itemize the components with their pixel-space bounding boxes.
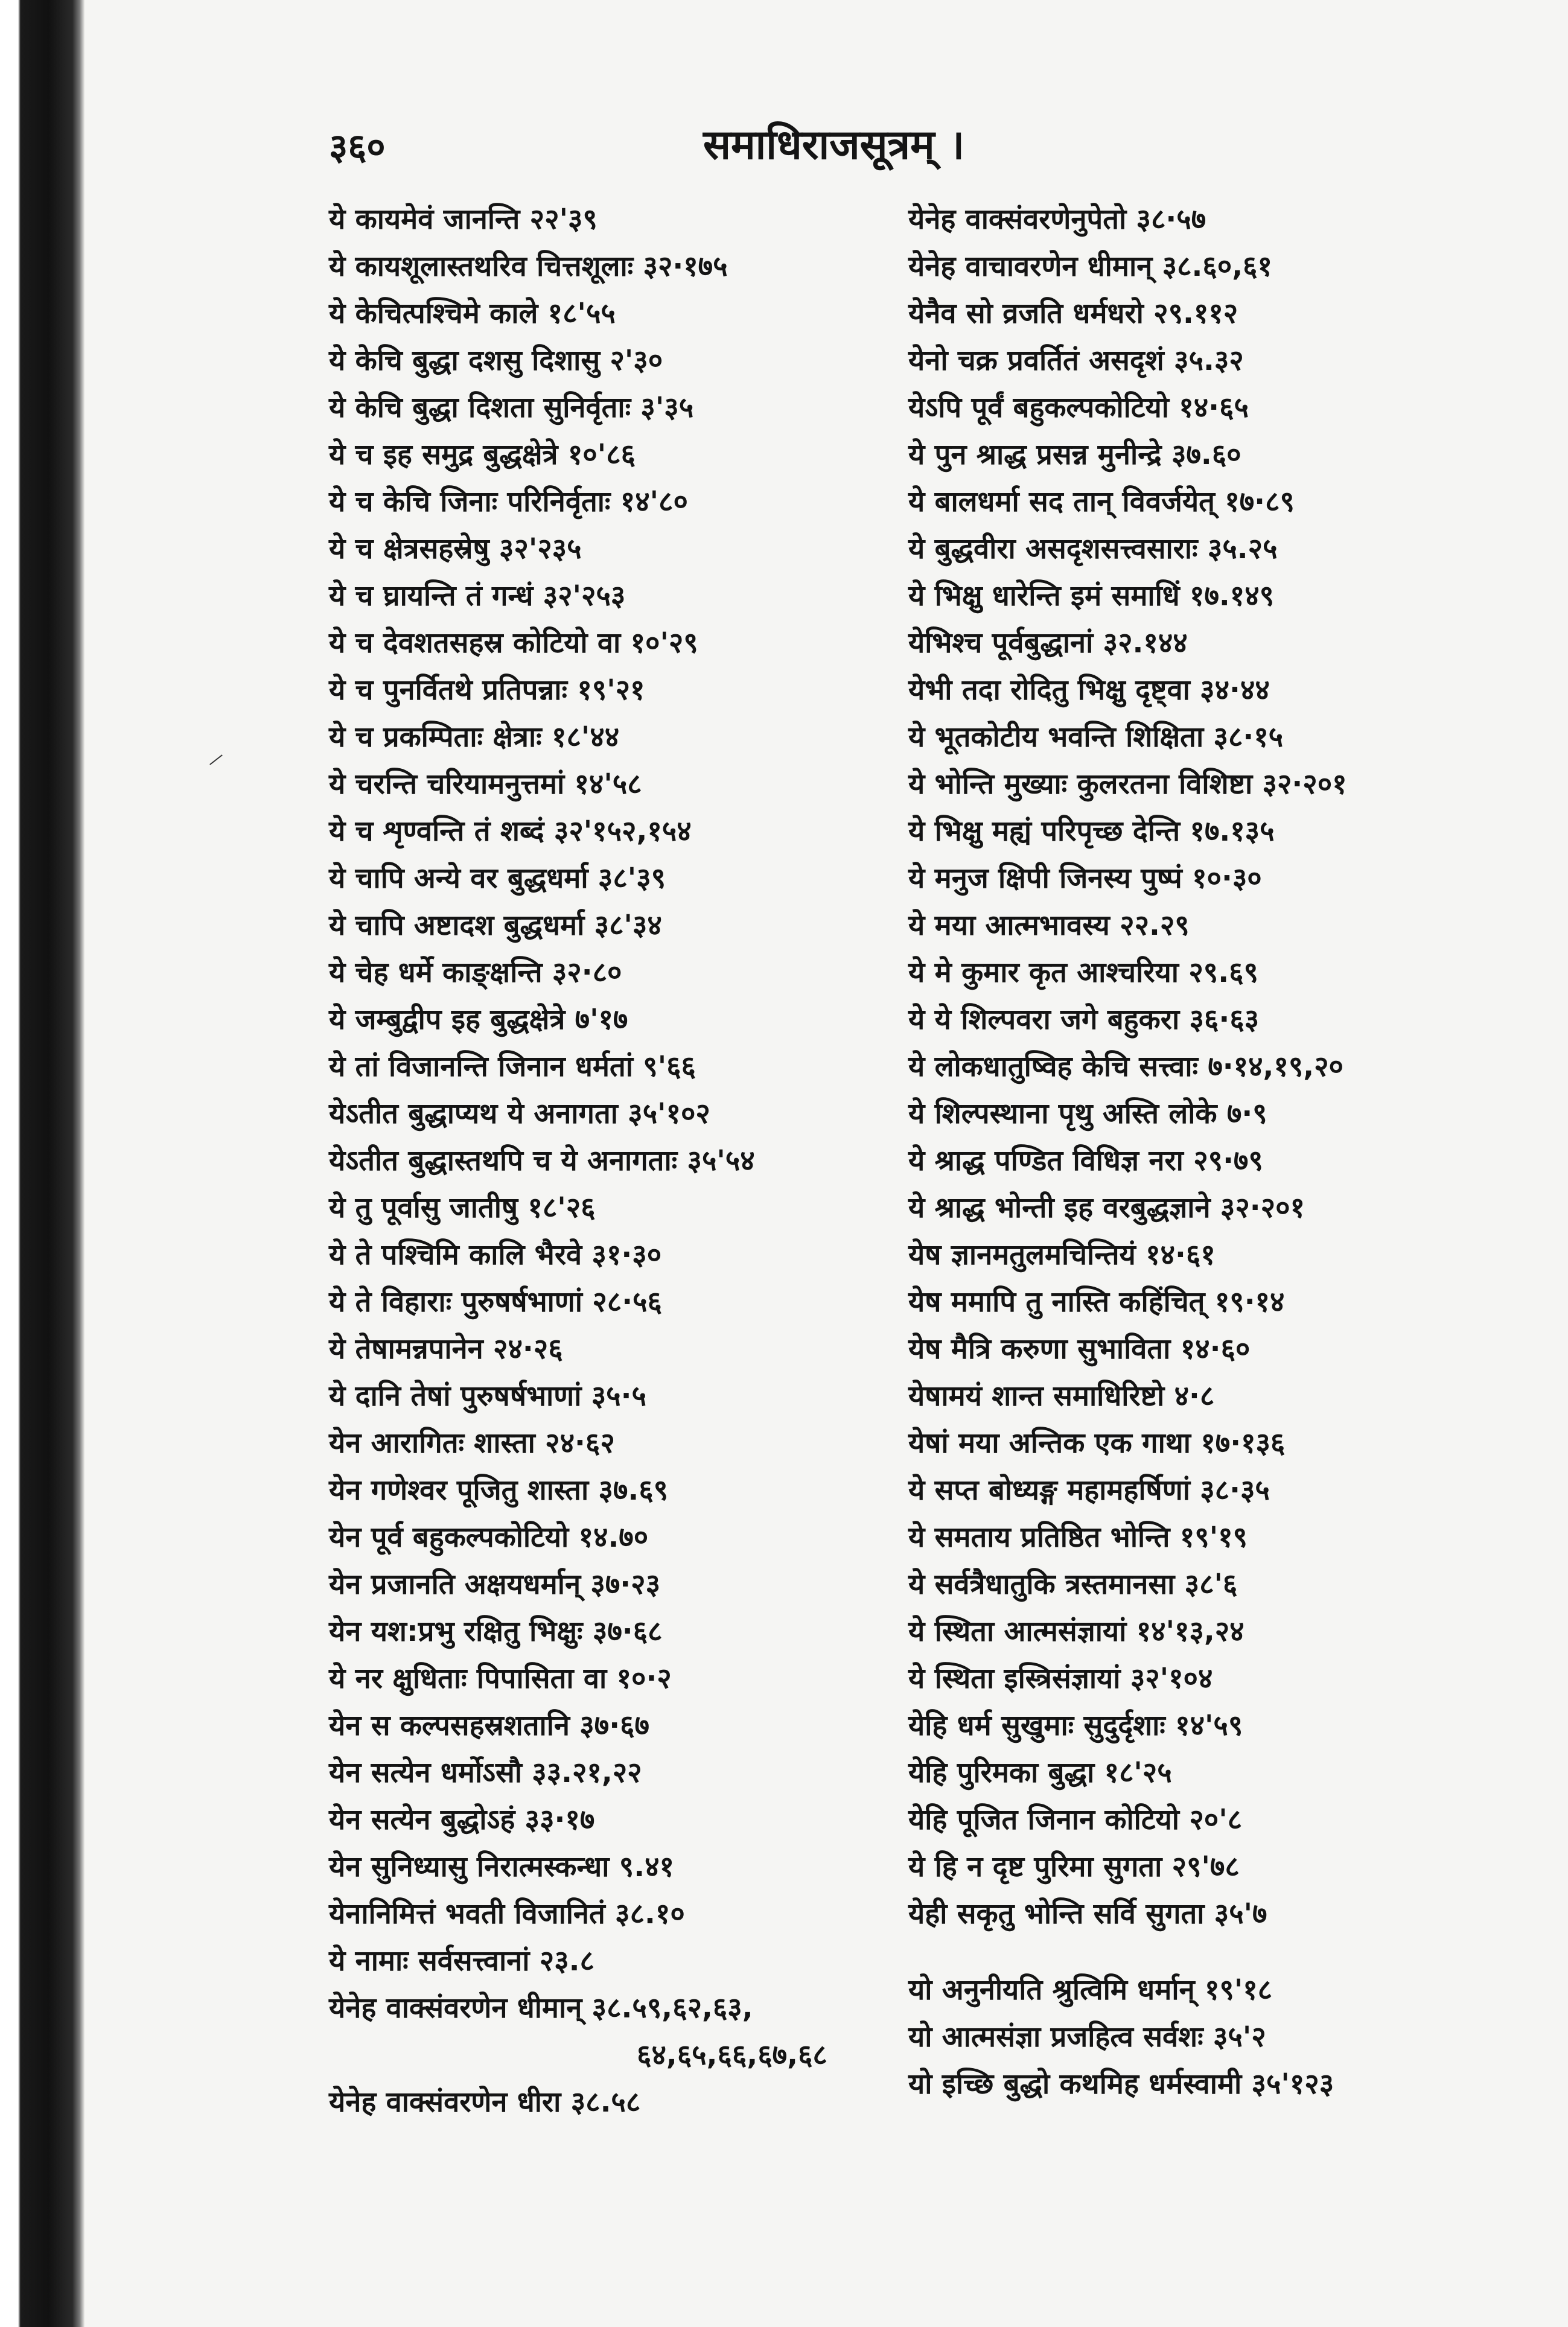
index-entry: येन स कल्पसहस्रशतानि ३७·६७ [329, 1709, 649, 1742]
index-entry: ये च शृण्वन्ति तं शब्दं ३२'१५२,१५४ [329, 815, 692, 848]
index-entry: ये दानि तेषां पुरुषर्षभाणां ३५·५ [329, 1380, 646, 1413]
index-entry: ये भिक्षु धारेन्ति इमं समाधिं १७.१४९ [908, 579, 1275, 613]
index-entry: येभिश्च पूर्वबुद्धानां ३२.१४४ [908, 626, 1188, 660]
index-entry: ये भिक्षु मह्यं परिपृच्छ देन्ति १७.१३५ [908, 815, 1275, 848]
index-entry: येनेह वाक्संवरणेनुपेतो ३८·५७ [908, 203, 1206, 236]
index-entry: यो इच्छि बुद्धो कथमिह धर्मस्वामी ३५'१२३ [908, 2068, 1334, 2101]
index-entry: ये च प्रकम्पिताः क्षेत्राः १८'४४ [329, 721, 620, 754]
index-entry: यो आत्मसंज्ञा प्रजहित्व सर्वशः ३५'२ [908, 2020, 1266, 2054]
index-entry: ये सप्त बोध्यङ्ग महामहर्षिणां ३८·३५ [908, 1474, 1270, 1507]
index-entry: येहि पूजित जिनान कोटियो २०'८ [908, 1803, 1243, 1836]
index-entry: ये मे कुमार कृत आश्चरिया २९.६९ [908, 956, 1258, 989]
index-entry: ये लोकधातुष्विह केचि सत्त्वाः ७·१४,१९,२० [908, 1050, 1343, 1083]
index-entry: येन यश:प्रभु रक्षितु भिक्षुः ३७·६८ [329, 1615, 663, 1648]
index-entry: येष मैत्रि करुणा सुभाविता १४·६० [908, 1332, 1251, 1366]
index-entry: येनेह वाचावरणेन धीमान् ३८.६०,६१ [908, 250, 1272, 283]
index-entry: येनेह वाक्संवरणेन धीमान् ३८.५९,६२,६३, [329, 1991, 753, 2025]
index-entry: येहि पुरिमका बुद्धा १८'२५ [908, 1756, 1172, 1789]
index-entry: ये च देवशतसहस्र कोटियो वा १०'२९ [329, 626, 698, 660]
index-entry: ये मया आत्मभावस्य २२.२९ [908, 909, 1190, 942]
index-entry: ये पुन श्राद्ध प्रसन्न मुनीन्द्रे ३७.६० [908, 438, 1241, 471]
index-entry: ये च क्षेत्रसहस्रेषु ३२'२३५ [329, 532, 582, 565]
index-entry: ये स्थिता इस्त्रिसंज्ञायां ३२'१०४ [908, 1662, 1213, 1695]
index-entry: ये च इह समुद्र बुद्धक्षेत्रे १०'८६ [329, 438, 636, 471]
index-entry: येनेह वाक्संवरणेन धीरा ३८.५८ [329, 2086, 641, 2119]
index-entry: ये तेषामन्नपानेन २४·२६ [329, 1332, 563, 1366]
index-entry: ये चेह धर्मे काङ्क्षन्ति ३२·८० [329, 956, 622, 989]
index-entry: येषामयं शान्त समाधिरिष्टो ४·८ [908, 1380, 1215, 1413]
index-entry: ये तु पूर्वासु जातीषु १८'२६ [329, 1191, 596, 1224]
index-entry: ये केचि बुद्धा दिशता सुनिर्वृताः ३'३५ [329, 391, 694, 424]
index-entry: ये कायमेवं जानन्ति २२'३९ [329, 203, 598, 236]
index-column-left [329, 196, 920, 2126]
index-entry: ये नर क्षुधिताः पिपासिता वा १०·२ [329, 1662, 672, 1695]
index-entry: ये श्राद्ध पण्डित विधिज्ञ नरा २९·७९ [908, 1144, 1263, 1177]
index-entry: येन सुनिध्यासु निरात्मस्कन्धा ९.४१ [329, 1850, 674, 1883]
index-entry: येन प्रजानति अक्षयधर्मान् ३७·२३ [329, 1568, 661, 1601]
index-entry: ये जम्बुद्वीप इह बुद्धक्षेत्रे ७'१७ [329, 1003, 628, 1036]
index-entry: येहि धर्म सुखुमाः सुदुर्दृशाः १४'५९ [908, 1709, 1243, 1742]
index-entry: येषां मया अन्तिक एक गाथा १७·१३६ [908, 1427, 1286, 1460]
index-entry: ये श्राद्ध भोन्ती इह वरबुद्धज्ञाने ३२·२०१ [908, 1191, 1305, 1224]
index-entry: ये बालधर्मा सद तान् विवर्जयेत् १७·८९ [908, 485, 1295, 518]
index-entry: ये च पुनर्वितथे प्रतिपन्नाः १९'२१ [329, 673, 645, 707]
index-entry: ये नामाः सर्वसत्त्वानां २३.८ [329, 1944, 594, 1978]
index-entry: ये सर्वत्रैधातुकि त्रस्तमानसा ३८'६ [908, 1568, 1238, 1601]
index-entry: ये भूतकोटीय भवन्ति शिक्षिता ३८·१५ [908, 721, 1284, 754]
index-entry: येष ममापि तु नास्ति कहिंचित् १९·१४ [908, 1285, 1285, 1319]
index-entry: ये ते विहाराः पुरुषर्षभाणां २८·५६ [329, 1285, 662, 1319]
index-entry: ये च केचि जिनाः परिनिर्वृताः १४'८० [329, 485, 688, 518]
index-entry: ये समताय प्रतिष्ठित भोन्ति १९'१९ [908, 1521, 1248, 1554]
index-entry: ये तां विजानन्ति जिनान धर्मतां ९'६६ [329, 1050, 696, 1083]
index-entry: ये शिल्पस्थाना पृथु अस्ति लोके ७·९ [908, 1097, 1267, 1130]
index-entry: येष ज्ञानमतुलमचिन्तियं १४·६१ [908, 1238, 1216, 1272]
index-entry: ये च घ्रायन्ति तं गन्धं ३२'२५३ [329, 579, 626, 613]
index-entry: येभी तदा रोदितु भिक्षु दृष्ट्वा ३४·४४ [908, 673, 1270, 707]
index-entry: येऽतीत बुद्धाप्यथ ये अनागता ३५'१०२ [329, 1097, 710, 1130]
index-entry: येन सत्येन धर्मोऽसौ ३३.२१,२२ [329, 1756, 642, 1789]
index-entry: येन पूर्व बहुकल्पकोटियो १४.७० [329, 1521, 649, 1554]
index-entry: ये हि न दृष्ट पुरिमा सुगता २९'७८ [908, 1850, 1240, 1883]
index-entry: येन सत्येन बुद्धोऽहं ३३·१७ [329, 1803, 595, 1836]
index-entry: ये चापि अष्टादश बुद्धधर्मा ३८'३४ [329, 909, 662, 942]
index-entry: येनो चक्र प्रवर्तितं असदृशं ३५.३२ [908, 344, 1244, 377]
index-entry: येही सकृतु भोन्ति सर्वि सुगता ३५'७ [908, 1897, 1267, 1931]
index-entry: येनानिमित्तं भवती विजानितं ३८.१० [329, 1897, 685, 1931]
index-entry: येन आरागितः शास्ता २४·६२ [329, 1427, 615, 1460]
index-entry: ये केचि बुद्धा दशसु दिशासु २'३० [329, 344, 663, 377]
index-entry: ये बुद्धवीरा असदृशसत्त्वसाराः ३५.२५ [908, 532, 1278, 565]
page-number: ३६० [329, 126, 386, 168]
index-entry: ये ये शिल्पवरा जगे बहुकरा ३६·६३ [908, 1003, 1260, 1036]
index-entry: ये केचित्पश्चिमे काले १८'५५ [329, 297, 616, 330]
index-entry: येन गणेश्वर पूजितु शास्ता ३७.६९ [329, 1474, 669, 1507]
index-entry: ये मनुज क्षिपी जिनस्य पुष्पं १०·३० [908, 862, 1262, 895]
scan-binding-edge [0, 0, 84, 2327]
index-entry: ये स्थिता आत्मसंज्ञायां १४'१३,२४ [908, 1615, 1245, 1648]
index-entry: यो अनुनीयति श्रुत्विमि धर्मान् १९'१८ [908, 1973, 1273, 2007]
index-entry: ये चरन्ति चरियामनुत्तमां १४'५८ [329, 768, 642, 801]
stray-pen-mark [209, 754, 223, 765]
index-entry: येऽतीत बुद्धास्तथपि च ये अनागताः ३५'५४ [329, 1144, 755, 1177]
index-entry: ये भोन्ति मुख्याः कुलरतना विशिष्टा ३२·२०१ [908, 768, 1347, 801]
index-entry: येनैव सो व्रजति धर्मधरो २९.११२ [908, 297, 1238, 330]
index-entry-continuation: ६४,६५,६६,६७,६८ [637, 2039, 827, 2072]
index-entry: ये चापि अन्ये वर बुद्धधर्मा ३८'३९ [329, 862, 666, 895]
index-entry: ये कायशूलास्तथरिव चित्तशूलाः ३२·१७५ [329, 250, 728, 283]
index-column-right [908, 196, 1512, 2108]
index-entry: ये ते पश्चिमि कालि भैरवे ३१·३० [329, 1238, 662, 1272]
index-entry: येऽपि पूर्वं बहुकल्पकोटियो १४·६५ [908, 391, 1249, 424]
running-title: समाधिराजसूत्रम् । [703, 121, 965, 169]
